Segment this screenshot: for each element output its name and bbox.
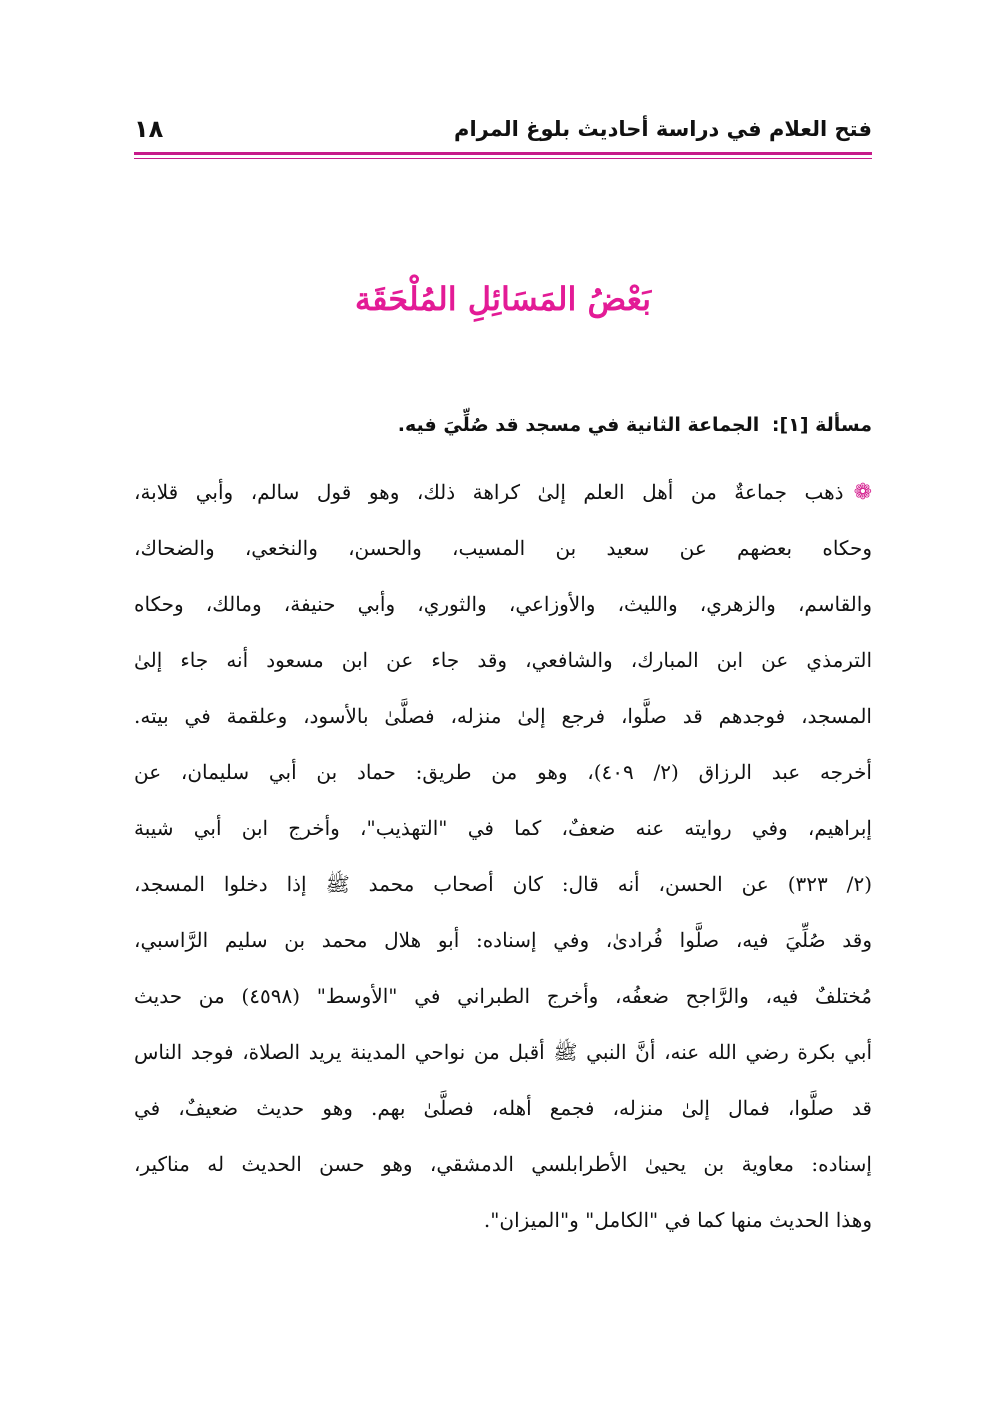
paragraph-line: أخرجه عبد الرزاق (٢/ ٤٠٩)، وهو من طريق: حماد بن أبي سليمان، عن bbox=[134, 760, 872, 784]
page-number: ١٨ bbox=[134, 115, 164, 143]
paragraph-line: وقد صُلِّيَ فيه، صلَّوا فُرادىٰ، وفي إسناده: أبو هلال محمد بن سليم الرَّاسبي، bbox=[134, 928, 872, 952]
paragraph-line: وحكاه بعضهم عن سعيد بن المسيب، والحسن، والنخعي، والضحاك، bbox=[134, 536, 872, 560]
question-label: مسألة [١]: bbox=[771, 414, 872, 436]
paragraph-line: المسجد، فوجدهم قد صلَّوا، فرجع إلىٰ منزله، فصلَّىٰ بالأسود، وعلقمة في بيته. bbox=[134, 704, 872, 728]
question-heading bbox=[134, 408, 872, 442]
paragraph bbox=[134, 464, 872, 1248]
paragraph-line: إبراهيم، وفي روايته عنه ضعفٌ، كما في "التهذيب"، وأخرج ابن أبي شيبة bbox=[134, 816, 872, 840]
paragraph-line: والقاسم، والزهري، والليث، والأوزاعي، والثوري، وأبي حنيفة، ومالك، وحكاه bbox=[134, 592, 872, 616]
paragraph-line: مُختلفٌ فيه، والرَّاجح ضعفُه، وأخرج الطبراني في "الأوسط" (٤٥٩٨) من حديث bbox=[134, 984, 872, 1008]
header-rule-thick bbox=[134, 152, 872, 155]
paragraph-line: (٢/ ٣٢٣) عن الحسن، أنه قال: كان أصحاب محمد ﷺ إذا دخلوا المسجد، bbox=[134, 872, 872, 896]
book-title: فتح العلام في دراسة أحاديث بلوغ المرام bbox=[454, 117, 872, 141]
paragraph-line: الترمذي عن ابن المبارك، والشافعي، وقد جاء عن ابن مسعود أنه جاء إلىٰ bbox=[134, 648, 872, 672]
paragraph-line bbox=[134, 464, 872, 520]
question-text: الجماعة الثانية في مسجد قد صُلِّيَ فيه. bbox=[397, 414, 760, 436]
running-head bbox=[134, 112, 872, 152]
flower-ornament-icon: ❁ bbox=[853, 480, 872, 505]
paragraph-line: أبي بكرة رضي الله عنه، أنَّ النبي ﷺ أقبل من نواحي المدينة يريد الصلاة، فوجد الناس bbox=[134, 1040, 872, 1064]
paragraph-line-text: ذهب جماعةٌ من أهل العلم إلىٰ كراهة ذلك، وهو قول سالم، وأبي قلابة، bbox=[134, 480, 844, 504]
paragraph-line: قد صلَّوا، فمال إلىٰ منزله، فجمع أهله، فصلَّىٰ بهم. وهو حديث ضعيفٌ، في bbox=[134, 1096, 872, 1120]
paragraph-line: إسناده: معاوية بن يحيىٰ الأطرابلسي الدمشقي، وهو حسن الحديث له مناكير، bbox=[134, 1152, 872, 1176]
section-heading: بَعْضُ المَسَائِلِ المُلْحَقَة bbox=[354, 280, 652, 319]
header-rule-thin bbox=[134, 158, 872, 159]
paragraph-line: وهذا الحديث منها كما في "الكامل" و"الميزان". bbox=[483, 1208, 872, 1232]
